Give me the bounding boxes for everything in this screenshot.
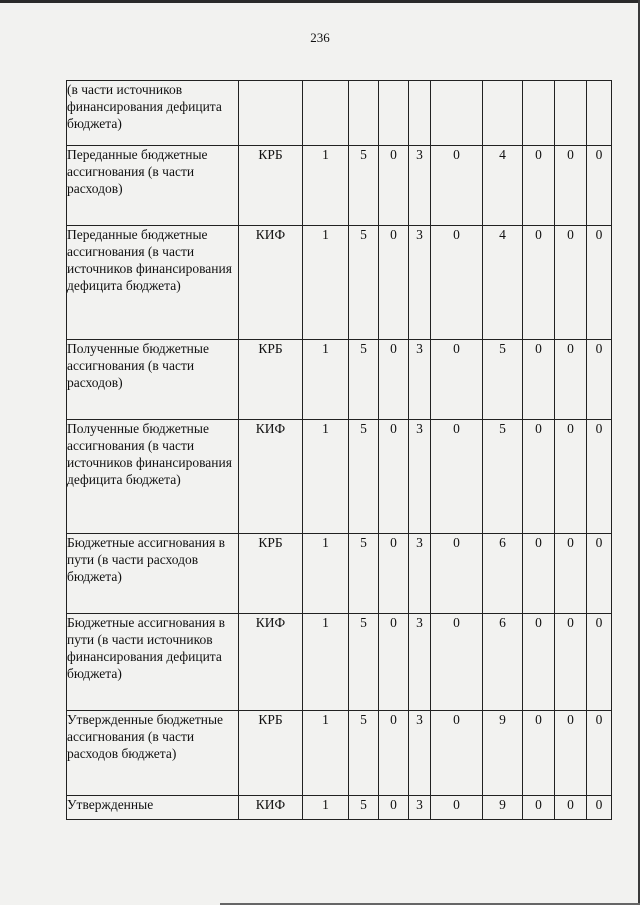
row-digit bbox=[555, 81, 587, 146]
row-digit: 0 bbox=[431, 420, 483, 534]
row-code: КРБ bbox=[239, 534, 303, 614]
row-digit: 4 bbox=[483, 226, 523, 340]
table-row bbox=[67, 711, 612, 796]
row-description: Полученные бюджетные ассигнования (в части расходов) bbox=[67, 340, 239, 420]
row-digit: 0 bbox=[523, 226, 555, 340]
row-digit: 3 bbox=[409, 146, 431, 226]
row-digit: 0 bbox=[587, 146, 612, 226]
row-digit: 0 bbox=[379, 534, 409, 614]
row-digit: 0 bbox=[555, 226, 587, 340]
table-row bbox=[67, 796, 612, 820]
row-digit: 3 bbox=[409, 711, 431, 796]
row-digit: 0 bbox=[555, 340, 587, 420]
row-digit: 1 bbox=[303, 614, 349, 711]
row-digit: 1 bbox=[303, 420, 349, 534]
row-digit: 0 bbox=[587, 226, 612, 340]
row-digit: 1 bbox=[303, 796, 349, 820]
row-digit: 0 bbox=[523, 711, 555, 796]
row-digit: 0 bbox=[431, 340, 483, 420]
row-digit bbox=[379, 81, 409, 146]
row-description: (в части источников финансирования дефицита бюджета) bbox=[67, 81, 239, 146]
row-code: КИФ bbox=[239, 796, 303, 820]
row-digit: 0 bbox=[431, 534, 483, 614]
row-digit: 5 bbox=[483, 420, 523, 534]
row-digit: 0 bbox=[379, 420, 409, 534]
row-digit: 0 bbox=[379, 226, 409, 340]
row-code: КРБ bbox=[239, 340, 303, 420]
row-digit: 0 bbox=[587, 420, 612, 534]
row-digit: 1 bbox=[303, 711, 349, 796]
row-description: Переданные бюджетные ассигнования (в части источников финансирования дефицита бюджета) bbox=[67, 226, 239, 340]
row-digit: 0 bbox=[431, 146, 483, 226]
row-code: КИФ bbox=[239, 226, 303, 340]
table-row bbox=[67, 340, 612, 420]
row-digit: 3 bbox=[409, 420, 431, 534]
row-digit: 0 bbox=[379, 796, 409, 820]
row-digit: 1 bbox=[303, 534, 349, 614]
row-digit: 1 bbox=[303, 226, 349, 340]
row-code: КРБ bbox=[239, 146, 303, 226]
row-digit: 5 bbox=[349, 340, 379, 420]
row-digit: 0 bbox=[587, 340, 612, 420]
page-number: 236 bbox=[310, 30, 330, 45]
row-digit: 9 bbox=[483, 711, 523, 796]
row-digit bbox=[409, 81, 431, 146]
row-digit: 0 bbox=[587, 796, 612, 820]
row-digit: 0 bbox=[555, 796, 587, 820]
row-digit: 0 bbox=[587, 534, 612, 614]
row-digit: 0 bbox=[523, 614, 555, 711]
row-digit: 3 bbox=[409, 340, 431, 420]
row-digit: 3 bbox=[409, 614, 431, 711]
row-digit bbox=[587, 81, 612, 146]
row-description: Переданные бюджетные ассигнования (в части расходов) bbox=[67, 146, 239, 226]
row-digit: 0 bbox=[555, 614, 587, 711]
table-body bbox=[67, 81, 612, 820]
row-code: КИФ bbox=[239, 420, 303, 534]
row-digit: 0 bbox=[379, 614, 409, 711]
row-digit: 1 bbox=[303, 340, 349, 420]
row-digit bbox=[483, 81, 523, 146]
row-digit: 5 bbox=[349, 146, 379, 226]
row-digit: 0 bbox=[523, 340, 555, 420]
row-digit: 3 bbox=[409, 534, 431, 614]
table-row bbox=[67, 226, 612, 340]
row-digit: 5 bbox=[483, 340, 523, 420]
scan-edge-top bbox=[0, 0, 640, 3]
row-description: Утвержденные бюджетные ассигнования (в части расходов бюджета) bbox=[67, 711, 239, 796]
row-digit: 5 bbox=[349, 420, 379, 534]
row-digit: 0 bbox=[555, 534, 587, 614]
row-digit bbox=[431, 81, 483, 146]
row-digit: 0 bbox=[523, 420, 555, 534]
row-digit: 0 bbox=[379, 340, 409, 420]
row-description: Утвержденные bbox=[67, 796, 239, 820]
row-digit: 0 bbox=[431, 226, 483, 340]
row-digit: 6 bbox=[483, 534, 523, 614]
table-row bbox=[67, 614, 612, 711]
table-row bbox=[67, 146, 612, 226]
row-digit: 0 bbox=[555, 711, 587, 796]
row-digit: 0 bbox=[555, 146, 587, 226]
row-digit: 0 bbox=[523, 146, 555, 226]
row-digit: 0 bbox=[431, 711, 483, 796]
row-digit: 0 bbox=[379, 146, 409, 226]
row-digit: 5 bbox=[349, 614, 379, 711]
table-row bbox=[67, 81, 612, 146]
row-digit: 0 bbox=[587, 711, 612, 796]
row-digit: 0 bbox=[379, 711, 409, 796]
row-digit: 0 bbox=[523, 796, 555, 820]
row-digit: 5 bbox=[349, 796, 379, 820]
row-code: КИФ bbox=[239, 614, 303, 711]
row-description: Полученные бюджетные ассигнования (в части источников финансирования дефицита бюджета) bbox=[67, 420, 239, 534]
row-digit: 0 bbox=[587, 614, 612, 711]
row-digit: 3 bbox=[409, 226, 431, 340]
row-digit bbox=[523, 81, 555, 146]
table-row bbox=[67, 420, 612, 534]
row-digit: 0 bbox=[431, 796, 483, 820]
row-digit: 6 bbox=[483, 614, 523, 711]
table-row bbox=[67, 534, 612, 614]
row-digit: 0 bbox=[523, 534, 555, 614]
row-code: КРБ bbox=[239, 711, 303, 796]
row-description: Бюджетные ассигнования в пути (в части источников финансирования дефицита бюджета) bbox=[67, 614, 239, 711]
row-digit bbox=[349, 81, 379, 146]
row-digit: 0 bbox=[431, 614, 483, 711]
row-digit: 1 bbox=[303, 146, 349, 226]
row-digit: 0 bbox=[555, 420, 587, 534]
row-description: Бюджетные ассигнования в пути (в части расходов бюджета) bbox=[67, 534, 239, 614]
row-code bbox=[239, 81, 303, 146]
row-digit: 3 bbox=[409, 796, 431, 820]
row-digit: 4 bbox=[483, 146, 523, 226]
budget-code-table bbox=[66, 80, 612, 820]
row-digit bbox=[303, 81, 349, 146]
row-digit: 5 bbox=[349, 534, 379, 614]
row-digit: 5 bbox=[349, 711, 379, 796]
row-digit: 9 bbox=[483, 796, 523, 820]
row-digit: 5 bbox=[349, 226, 379, 340]
